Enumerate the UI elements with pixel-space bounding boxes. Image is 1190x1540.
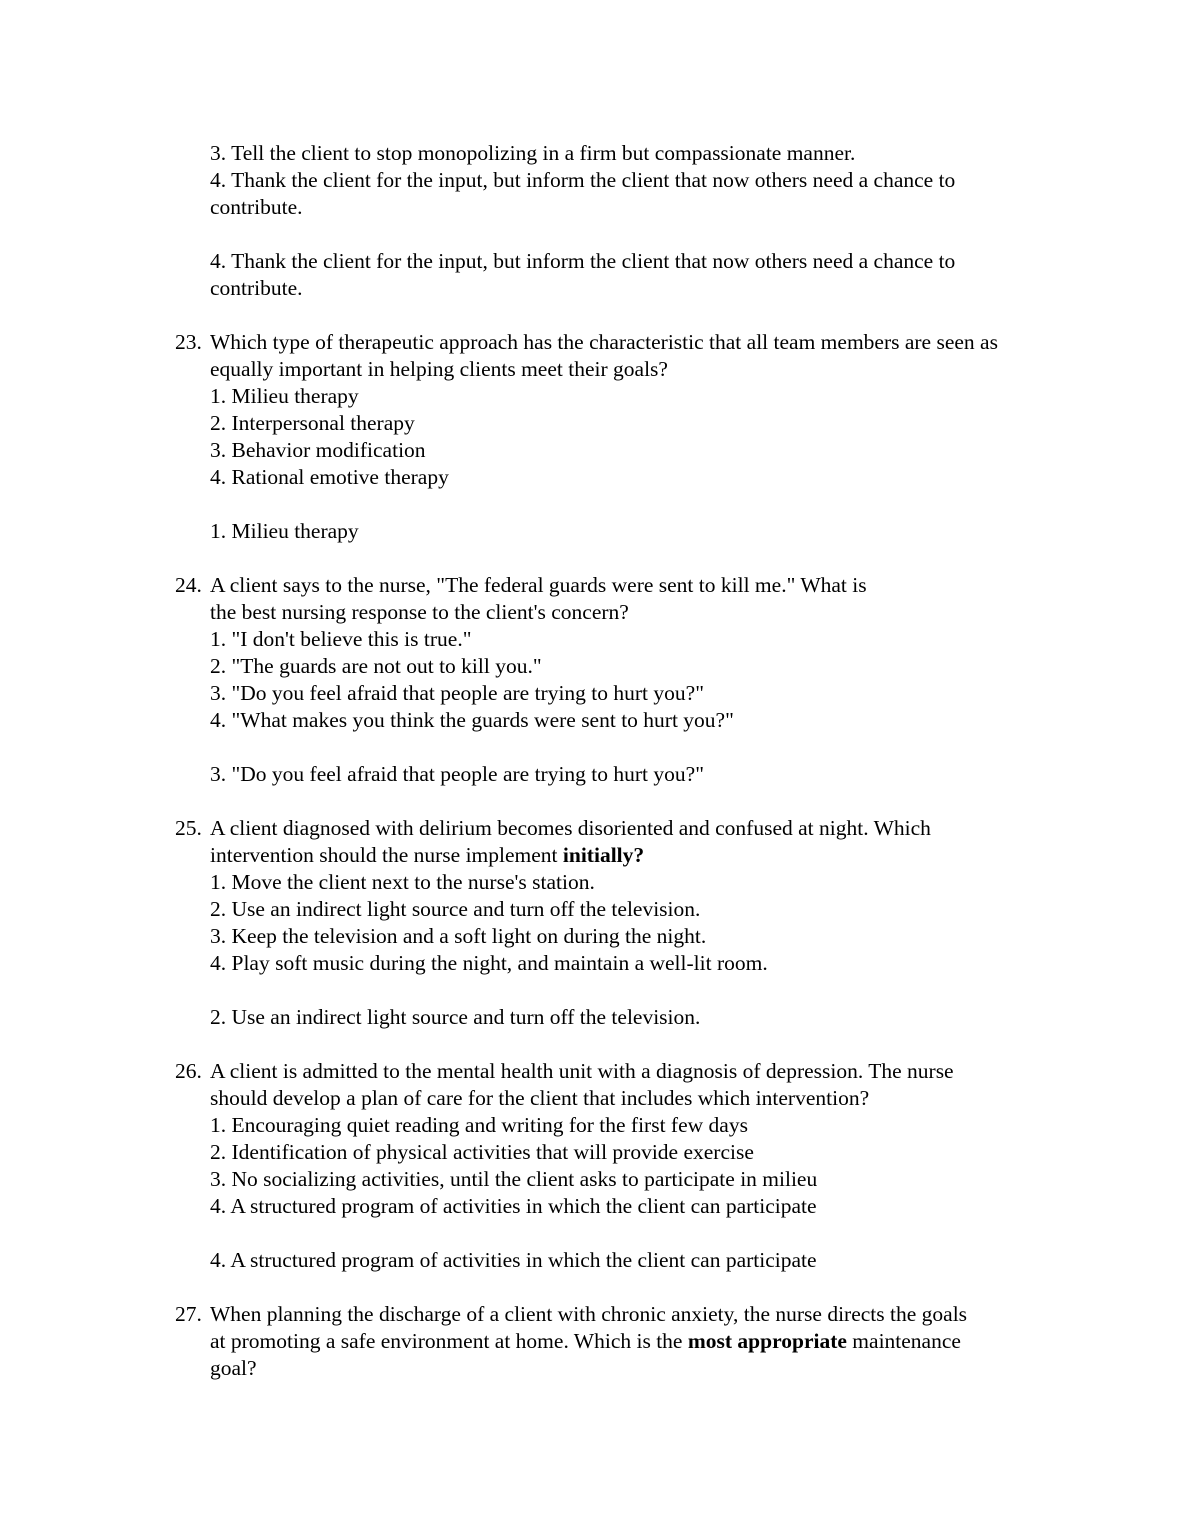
question-number: 26. [175, 1059, 202, 1083]
carryover-question [0, 140, 1040, 302]
option: 2. Identification of physical activities that will provide exercise [210, 1140, 754, 1164]
question-number: 27. [175, 1302, 202, 1326]
option: 3. Behavior modification [210, 438, 426, 462]
stem-text: at promoting a safe environment at home. Which is the [210, 1329, 688, 1353]
question-stem-line: When planning the discharge of a client with chronic anxiety, the nurse directs the goals [210, 1302, 968, 1326]
option: 4. Rational emotive therapy [210, 465, 449, 489]
question-27 [0, 1301, 1040, 1382]
question-stem-line: A client says to the nurse, "The federal guards were sent to kill me." What is [210, 573, 867, 597]
answer: 2. Use an indirect light source and turn off the television. [210, 1005, 701, 1029]
option: 2. Interpersonal therapy [210, 411, 415, 435]
option: 4. "What makes you think the guards were sent to hurt you?" [210, 708, 734, 732]
spacer [0, 1031, 1190, 1058]
answer: 4. Thank the client for the input, but inform the client that now others need a chance to contribute. [210, 249, 956, 300]
question-number: 25. [175, 816, 202, 840]
emphasis-text: most appropriate [687, 1329, 847, 1353]
spacer [210, 491, 1040, 518]
option: 4. Play soft music during the night, and maintain a well-lit room. [210, 951, 768, 975]
spacer [210, 734, 1040, 761]
answer: 4. A structured program of activities in which the client can participate [210, 1248, 817, 1272]
option: 3. "Do you feel afraid that people are trying to hurt you?" [210, 681, 704, 705]
option: 1. Encouraging quiet reading and writing for the first few days [210, 1113, 748, 1137]
question-stem-line: A client is admitted to the mental health unit with a diagnosis of depression. The nurse [210, 1059, 954, 1083]
option: 3. Keep the television and a soft light on during the night. [210, 924, 707, 948]
question-stem-line [210, 842, 1040, 869]
question-number: 24. [175, 573, 202, 597]
option: 4. A structured program of activities in which the client can participate [210, 1194, 817, 1218]
spacer [210, 1220, 1040, 1247]
emphasis-text: initially? [562, 843, 645, 867]
stem-text: intervention should the nurse implement [210, 843, 563, 867]
option: 2. Use an indirect light source and turn off the television. [210, 897, 701, 921]
spacer [0, 1274, 1190, 1301]
question-stem: Which type of therapeutic approach has the characteristic that all team members are seen as equally important in helping clients meet their goals? [210, 330, 998, 381]
option: 1. "I don't believe this is true." [210, 627, 472, 651]
stem-text: maintenance [846, 1329, 961, 1353]
document-page [0, 140, 1190, 1382]
question-number: 23. [175, 330, 202, 354]
question-23 [0, 329, 1040, 545]
question-26 [0, 1058, 1040, 1274]
spacer [0, 545, 1190, 572]
question-stem-line [210, 1328, 1040, 1355]
question-25 [0, 815, 1040, 1031]
question-stem-line: the best nursing response to the client's concern? [210, 600, 629, 624]
spacer [0, 788, 1190, 815]
option: 2. "The guards are not out to kill you." [210, 654, 542, 678]
option: 1. Milieu therapy [210, 384, 359, 408]
spacer [210, 977, 1040, 1004]
question-24 [0, 572, 1040, 788]
option: 1. Move the client next to the nurse's station. [210, 870, 595, 894]
answer: 1. Milieu therapy [210, 519, 359, 543]
option: 3. Tell the client to stop monopolizing in a firm but compassionate manner. [210, 141, 856, 165]
question-stem-line: goal? [210, 1356, 257, 1380]
question-stem-line: should develop a plan of care for the client that includes which intervention? [210, 1086, 870, 1110]
answer: 3. "Do you feel afraid that people are trying to hurt you?" [210, 762, 704, 786]
option: 4. Thank the client for the input, but inform the client that now others need a chance to contribute. [210, 168, 956, 219]
spacer [210, 221, 1040, 248]
spacer [0, 302, 1190, 329]
question-stem-line: A client diagnosed with delirium becomes disoriented and confused at night. Which [210, 816, 931, 840]
option: 3. No socializing activities, until the client asks to participate in milieu [210, 1167, 818, 1191]
